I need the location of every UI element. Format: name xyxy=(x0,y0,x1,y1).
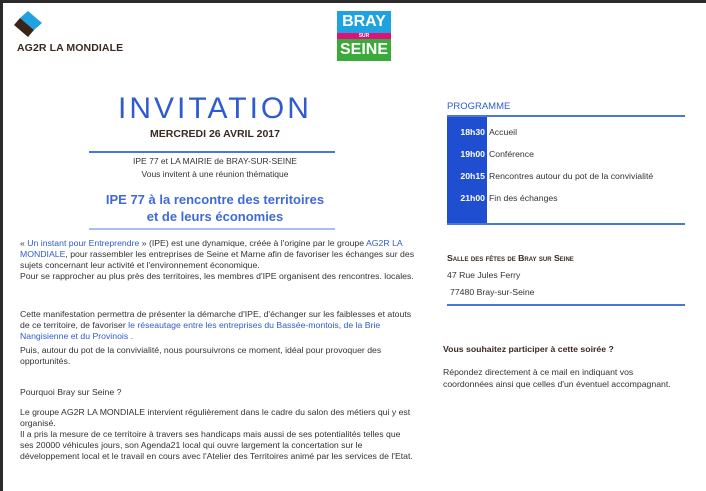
text: Cette manifestation permettra de présenter la démarche d'IPE, d'échanger sur les faiblesses et atouts de ce territoire, de favoriser xyxy=(20,309,412,330)
paragraph: Le groupe AG2R LA MONDIALE intervient régulièrement dans le cadre du salon des métiers qui y est organisé. xyxy=(20,407,411,428)
venue-name: Salle des fêtes de Bray sur Seine xyxy=(447,253,574,263)
event-paragraph xyxy=(20,309,415,367)
text: , pour rassembler les entreprises de Seine et Marne afin de favoriser les échanges sur des sujets concernant leur activité et l'environnement économique. xyxy=(20,249,415,270)
paragraph: Puis, autour du pot de la convivialité, nous poursuivrons ce moment, idéal pour provoquer des opportunités. xyxy=(20,345,382,366)
why-paragraph xyxy=(20,407,415,462)
label: Accueil xyxy=(489,127,518,137)
programme-title: PROGRAMME xyxy=(447,101,511,112)
bray-logo-line3: SEINE xyxy=(337,39,391,61)
label: Fin des échanges xyxy=(489,193,558,203)
time: 19h00 xyxy=(460,149,485,159)
paragraph: Pour se rapprocher au plus près des territoires, les membres d'IPE organisent des rencontres. locales. xyxy=(20,271,414,281)
rsvp-text-1: Répondez directement à ce mail en indiquant vos xyxy=(443,367,634,377)
text: « xyxy=(20,238,28,248)
event-heading xyxy=(20,191,410,225)
time: 20h15 xyxy=(460,171,485,181)
page-title: INVITATION xyxy=(118,92,312,125)
window-border-top xyxy=(0,0,706,3)
ag2r-link[interactable]: AG2R LA MONDIALE xyxy=(20,238,403,259)
label: Conférence xyxy=(489,149,534,159)
divider xyxy=(89,228,335,230)
bray-logo-line1: BRAY xyxy=(337,11,391,33)
programme-table xyxy=(447,115,685,225)
bray-sur-seine-logo xyxy=(337,11,391,61)
label: Rencontres autour du pot de la convivialité xyxy=(489,171,654,181)
venue-street: 47 Rue Jules Ferry xyxy=(447,270,521,280)
rsvp-text-2: coordonnées ainsi que celles d'un éventuel accompagnant. xyxy=(443,379,671,389)
time: 18h30 xyxy=(460,127,485,137)
networking-link[interactable]: le réseautage entre les entreprises du Bassée-montois, de la Brie Nangisienne et du Provinois . xyxy=(20,320,381,341)
bray-logo-line2: SUR xyxy=(337,33,391,39)
why-bray-link[interactable]: Pourquoi Bray sur Seine ? xyxy=(20,387,122,397)
heading-line1: IPE 77 à la rencontre des territoires xyxy=(105,192,325,207)
rsvp-question: Vous souhaitez participer à cette soirée ? xyxy=(443,344,614,354)
heading-line2: et de leurs économies xyxy=(146,209,284,224)
ipe-link[interactable]: Un instant pour Entreprendre xyxy=(27,238,140,248)
time: 21h00 xyxy=(460,193,485,203)
text: » (IPE) est une dynamique, créée à l'origine par le groupe xyxy=(139,238,366,248)
venue-city: 77480 Bray-sur-Seine xyxy=(450,287,535,297)
hosts-line: IPE 77 et LA MAIRIE de BRAY-SUR-SEINE xyxy=(133,156,297,166)
paragraph: Il a pris la mesure de ce territoire à travers ses handicaps mais aussi de ses potentialités telles que ses 20000 véhicules jours, son Agenda21 local qui ouvre largement la concertation sur le développement local et le travail en cours avec l'Atelier des Territoires animé par les services de l'Etat. xyxy=(20,429,413,461)
invite-line: Vous invitent à une réunion thématique xyxy=(141,169,289,179)
event-date: MERCREDI 26 AVRIL 2017 xyxy=(150,128,280,140)
divider xyxy=(89,151,335,153)
window-border-left xyxy=(0,0,3,491)
ag2r-logo-text: AG2R LA MONDIALE xyxy=(17,42,124,54)
ag2r-logo-icon xyxy=(12,10,44,40)
divider xyxy=(447,304,685,306)
intro-paragraph xyxy=(20,238,415,282)
